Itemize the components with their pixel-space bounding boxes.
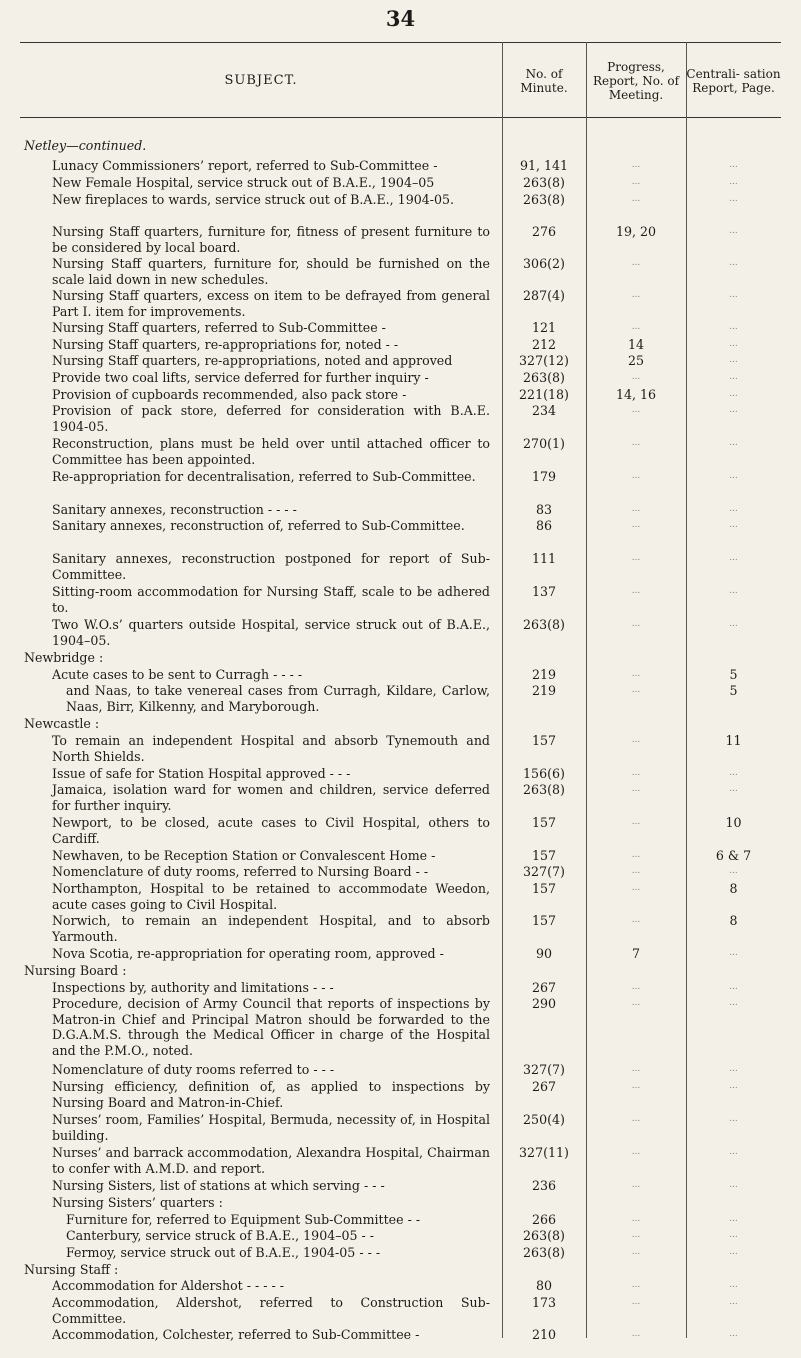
header-bottom-rule [20, 117, 781, 118]
section-heading: Nursing Sisters’ quarters : [52, 1195, 223, 1210]
report-meeting-number: 14 [627, 337, 645, 352]
centralisation-page: ... [729, 471, 738, 481]
minute-number: 90 [535, 946, 553, 961]
subject-entry: Newport, to be closed, acute cases to Civil Hospital, others to Cardiff. [52, 815, 490, 846]
report-meeting-number: ... [631, 1214, 641, 1224]
centralisation-page: ... [729, 438, 738, 448]
minute-number: 266 [531, 1212, 557, 1227]
report-meeting-number: ... [631, 817, 641, 827]
centralisation-page: ... [729, 339, 738, 349]
minute-number: 250(4) [523, 1112, 565, 1127]
section-heading: Newcastle : [24, 716, 100, 731]
report-meeting-number: ... [631, 194, 641, 204]
subject-entry: New fireplaces to wards, service struck out of B.A.E., 1904-05. [52, 192, 455, 207]
report-meeting-number: ... [631, 685, 641, 695]
minute-number: 290 [531, 996, 557, 1011]
report-meeting-number: ... [631, 784, 641, 794]
subject-entry: Nomenclature of duty rooms referred to - - - [52, 1062, 335, 1077]
centralisation-page: ... [729, 226, 738, 236]
report-meeting-number: ... [631, 258, 641, 268]
subject-entry: Nursing Sisters, list of stations at which serving - - - [52, 1178, 385, 1193]
subject-entry: and Naas, to take venereal cases from Curragh, Kildare, Carlow, Naas, Birr, Kilkenny, and Maryborough. [66, 683, 490, 714]
report-meeting-number: ... [631, 322, 641, 332]
subject-entry: Nursing efficiency, definition of, as applied to inspections by Nursing Board and Matron-in-Chief. [52, 1079, 490, 1110]
minute-number: 80 [535, 1278, 553, 1293]
minute-number: 157 [531, 733, 557, 748]
report-meeting-number: ... [631, 768, 641, 778]
report-meeting-number: ... [631, 1247, 641, 1257]
report-meeting-number: ... [631, 471, 641, 481]
report-meeting-number: ... [631, 850, 641, 860]
centralisation-page: 10 [725, 815, 742, 830]
centralisation-page: ... [729, 586, 738, 596]
minute-number: 263(8) [523, 175, 565, 190]
minute-number: 111 [531, 551, 557, 566]
section-heading: Newbridge : [24, 650, 104, 665]
report-meeting-number: ... [631, 1147, 641, 1157]
centralisation-page: ... [729, 1230, 738, 1240]
report-meeting-number: ... [631, 998, 641, 1008]
report-meeting-number: ... [631, 1329, 641, 1339]
centralisation-page: ... [729, 982, 738, 992]
centralisation-page: 8 [729, 913, 738, 928]
header-progress-report: Progress, Report, No. of Meeting. [592, 60, 680, 102]
report-meeting-number: ... [631, 290, 641, 300]
minute-number: 137 [531, 584, 557, 599]
report-meeting-number: ... [631, 553, 641, 563]
centralisation-page: ... [729, 768, 738, 778]
section-heading: Nursing Board : [24, 963, 127, 978]
report-meeting-number: 14, 16 [615, 387, 657, 402]
subject-entry: Fermoy, service struck out of B.A.E., 1904-05 - - - [66, 1245, 381, 1260]
centralisation-page: ... [729, 1247, 738, 1257]
subject-entry: Accommodation, Aldershot, referred to Construction Sub-Committee. [52, 1295, 490, 1326]
report-meeting-number: ... [631, 619, 641, 629]
subject-entry: Provision of pack store, deferred for consideration with B.A.E. 1904-05. [52, 403, 490, 434]
subject-entry: Nursing Staff quarters, excess on item to be defrayed from general Part I. item for improvements. [52, 288, 490, 319]
minute-number: 91, 141 [519, 158, 569, 173]
subject-entry: Inspections by, authority and limitations - - - [52, 980, 334, 995]
subject-entry: Reconstruction, plans must be held over until attached officer to Committee has been appointed. [52, 436, 490, 467]
centralisation-page: 5 [729, 667, 738, 682]
minute-number: 121 [531, 320, 557, 335]
report-meeting-number: ... [631, 669, 641, 679]
centralisation-page: ... [729, 784, 738, 794]
report-meeting-number: ... [631, 372, 641, 382]
minute-number: 270(1) [523, 436, 565, 451]
subject-entry: Northampton, Hospital to be retained to accommodate Weedon, acute cases going to Civil Hospital. [52, 881, 490, 912]
subject-entry: Sanitary annexes, reconstruction of, referred to Sub-Committee. [52, 518, 465, 533]
minute-number: 267 [531, 980, 557, 995]
centralisation-page: ... [729, 177, 738, 187]
page-number: 34 [385, 6, 416, 31]
header-minute-number: No. of Minute. [520, 67, 568, 95]
minute-number: 276 [531, 224, 557, 239]
report-meeting-number: ... [631, 520, 641, 530]
subject-entry: Nursing Staff quarters, re-appropriations, noted and approved [52, 353, 453, 368]
centralisation-page: ... [729, 1280, 738, 1290]
report-meeting-number: ... [631, 1064, 641, 1074]
subject-entry: Nomenclature of duty rooms, referred to Nursing Board - - [52, 864, 429, 879]
centralisation-page: 5 [729, 683, 738, 698]
report-meeting-number: ... [631, 735, 641, 745]
report-meeting-number: ... [631, 883, 641, 893]
centralisation-page: ... [729, 258, 738, 268]
report-meeting-number: ... [631, 1280, 641, 1290]
report-meeting-number: ... [631, 1230, 641, 1240]
centralisation-page: ... [729, 619, 738, 629]
table-top-rule [20, 42, 781, 43]
report-meeting-number: 25 [627, 353, 645, 368]
minute-number: 263(8) [523, 370, 565, 385]
subject-entry: Re-appropriation for decentralisation, referred to Sub-Committee. [52, 469, 476, 484]
subject-entry: Nova Scotia, re-appropriation for operating room, approved - [52, 946, 444, 961]
report-meeting-number: ... [631, 982, 641, 992]
minute-number: 263(8) [523, 782, 565, 797]
report-meeting-number: ... [631, 866, 641, 876]
centralisation-page: ... [729, 1214, 738, 1224]
subject-entry: Accommodation, Colchester, referred to Sub-Committee - [52, 1327, 420, 1342]
subject-entry: Provision of cupboards recommended, also pack store - [52, 387, 407, 402]
subject-entry: Nursing Staff quarters, furniture for, fitness of present furniture to be considered by local board. [52, 224, 490, 255]
subject-entry: Provide two coal lifts, service deferred for further inquiry - [52, 370, 429, 385]
header-subject: SUBJECT. [224, 73, 298, 88]
centralisation-page: ... [729, 866, 738, 876]
minute-number: 263(8) [523, 617, 565, 632]
subject-entry: Nursing Staff quarters, re-appropriations for, noted - - [52, 337, 399, 352]
subject-entry: Sitting-room accommodation for Nursing Staff, scale to be adhered to. [52, 584, 490, 615]
report-meeting-number: ... [631, 1297, 641, 1307]
minute-number: 221(18) [519, 387, 569, 402]
centralisation-page: ... [729, 1180, 738, 1190]
subject-entry: Issue of safe for Station Hospital approved - - - [52, 766, 351, 781]
minute-number: 267 [531, 1079, 557, 1094]
report-meeting-number: ... [631, 177, 641, 187]
minute-number: 156(6) [523, 766, 565, 781]
minute-number: 210 [531, 1327, 557, 1342]
section-heading: Nursing Staff : [24, 1262, 119, 1277]
centralisation-page: ... [729, 355, 738, 365]
minute-number: 263(8) [523, 1245, 565, 1260]
subject-entry: Acute cases to be sent to Curragh - - - - [52, 667, 303, 682]
centralisation-page: ... [729, 520, 738, 530]
centralisation-page: ... [729, 160, 738, 170]
header-centralisation-page: Centrali- sation Report, Page. [686, 67, 781, 95]
centralisation-page: ... [729, 948, 738, 958]
subject-entry: To remain an independent Hospital and absorb Tynemouth and North Shields. [52, 733, 490, 764]
subject-entry: Norwich, to remain an independent Hospital, and to absorb Yarmouth. [52, 913, 490, 944]
centralisation-page: 8 [729, 881, 738, 896]
centralisation-page: ... [729, 405, 738, 415]
centralisation-page: ... [729, 1297, 738, 1307]
minute-number: 327(7) [523, 1062, 565, 1077]
report-meeting-number: ... [631, 1180, 641, 1190]
minute-number: 306(2) [523, 256, 565, 271]
subject-entry: Two W.O.s’ quarters outside Hospital, service struck out of B.A.E., 1904–05. [52, 617, 490, 648]
centralisation-page: ... [729, 1329, 738, 1339]
minute-number: 157 [531, 881, 557, 896]
report-meeting-number: ... [631, 438, 641, 448]
centralisation-page: ... [729, 553, 738, 563]
centralisation-page: ... [729, 504, 738, 514]
report-meeting-number: ... [631, 504, 641, 514]
report-meeting-number: ... [631, 1081, 641, 1091]
report-meeting-number: ... [631, 160, 641, 170]
minute-number: 236 [531, 1178, 557, 1193]
report-meeting-number: ... [631, 1114, 641, 1124]
minute-number: 327(11) [519, 1145, 569, 1160]
subject-entry: Nurses’ and barrack accommodation, Alexandra Hospital, Chairman to confer with A.M.D. and report. [52, 1145, 490, 1176]
subject-entry: Sanitary annexes, reconstruction postponed for report of Sub-Committee. [52, 551, 490, 582]
subject-entry: Furniture for, referred to Equipment Sub-Committee - - [66, 1212, 421, 1227]
centralisation-page: ... [729, 998, 738, 1008]
minute-number: 234 [531, 403, 557, 418]
report-meeting-number: ... [631, 586, 641, 596]
centralisation-page: 6 & 7 [715, 848, 752, 863]
centralisation-page: ... [729, 322, 738, 332]
centralisation-page: ... [729, 1114, 738, 1124]
centralisation-page: 11 [725, 733, 742, 748]
minute-number: 157 [531, 815, 557, 830]
centralisation-page: ... [729, 372, 738, 382]
subject-entry: Lunacy Commissioners’ report, referred to Sub-Committee - [52, 158, 438, 173]
minute-number: 219 [531, 667, 557, 682]
subject-entry: Jamaica, isolation ward for women and children, service deferred for further inquiry. [52, 782, 490, 813]
centralisation-page: ... [729, 194, 738, 204]
centralisation-page: ... [729, 1064, 738, 1074]
minute-number: 327(7) [523, 864, 565, 879]
centralisation-page: ... [729, 1147, 738, 1157]
subject-entry: Sanitary annexes, reconstruction - - - - [52, 502, 297, 517]
centralisation-page: ... [729, 290, 738, 300]
section-heading: Netley—continued. [24, 138, 147, 153]
subject-entry: Procedure, decision of Army Council that reports of inspections by Matron-in Chief and Principal Matron should be forwarded to the D.G.A.M.S. through the Medical Officer in charge of the Hospital and the P.M.O., noted. [52, 996, 490, 1058]
minute-number: 219 [531, 683, 557, 698]
report-meeting-number: 19, 20 [615, 224, 657, 239]
centralisation-page: ... [729, 1081, 738, 1091]
subject-entry: Nursing Staff quarters, furniture for, should be furnished on the scale laid down in new schedules. [52, 256, 490, 287]
minute-number: 263(8) [523, 1228, 565, 1243]
minute-number: 287(4) [523, 288, 565, 303]
subject-entry: Nurses’ room, Families’ Hospital, Bermuda, necessity of, in Hospital building. [52, 1112, 490, 1143]
subject-entry: Nursing Staff quarters, referred to Sub-Committee - [52, 320, 386, 335]
subject-entry: Newhaven, to be Reception Station or Convalescent Home - [52, 848, 436, 863]
minute-number: 86 [535, 518, 553, 533]
report-meeting-number: ... [631, 915, 641, 925]
minute-number: 327(12) [519, 353, 569, 368]
minute-number: 157 [531, 913, 557, 928]
report-meeting-number: 7 [631, 946, 640, 961]
subject-entry: New Female Hospital, service struck out of B.A.E., 1904–05 [52, 175, 435, 190]
report-meeting-number: ... [631, 405, 641, 415]
minute-number: 179 [531, 469, 557, 484]
subject-entry: Accommodation for Aldershot - - - - - [52, 1278, 285, 1293]
minute-number: 83 [535, 502, 553, 517]
minute-number: 157 [531, 848, 557, 863]
minute-number: 173 [531, 1295, 557, 1310]
centralisation-page: ... [729, 389, 738, 399]
minute-number: 212 [531, 337, 557, 352]
minute-number: 263(8) [523, 192, 565, 207]
subject-entry: Canterbury, service struck of B.A.E., 1904–05 - - [66, 1228, 375, 1243]
